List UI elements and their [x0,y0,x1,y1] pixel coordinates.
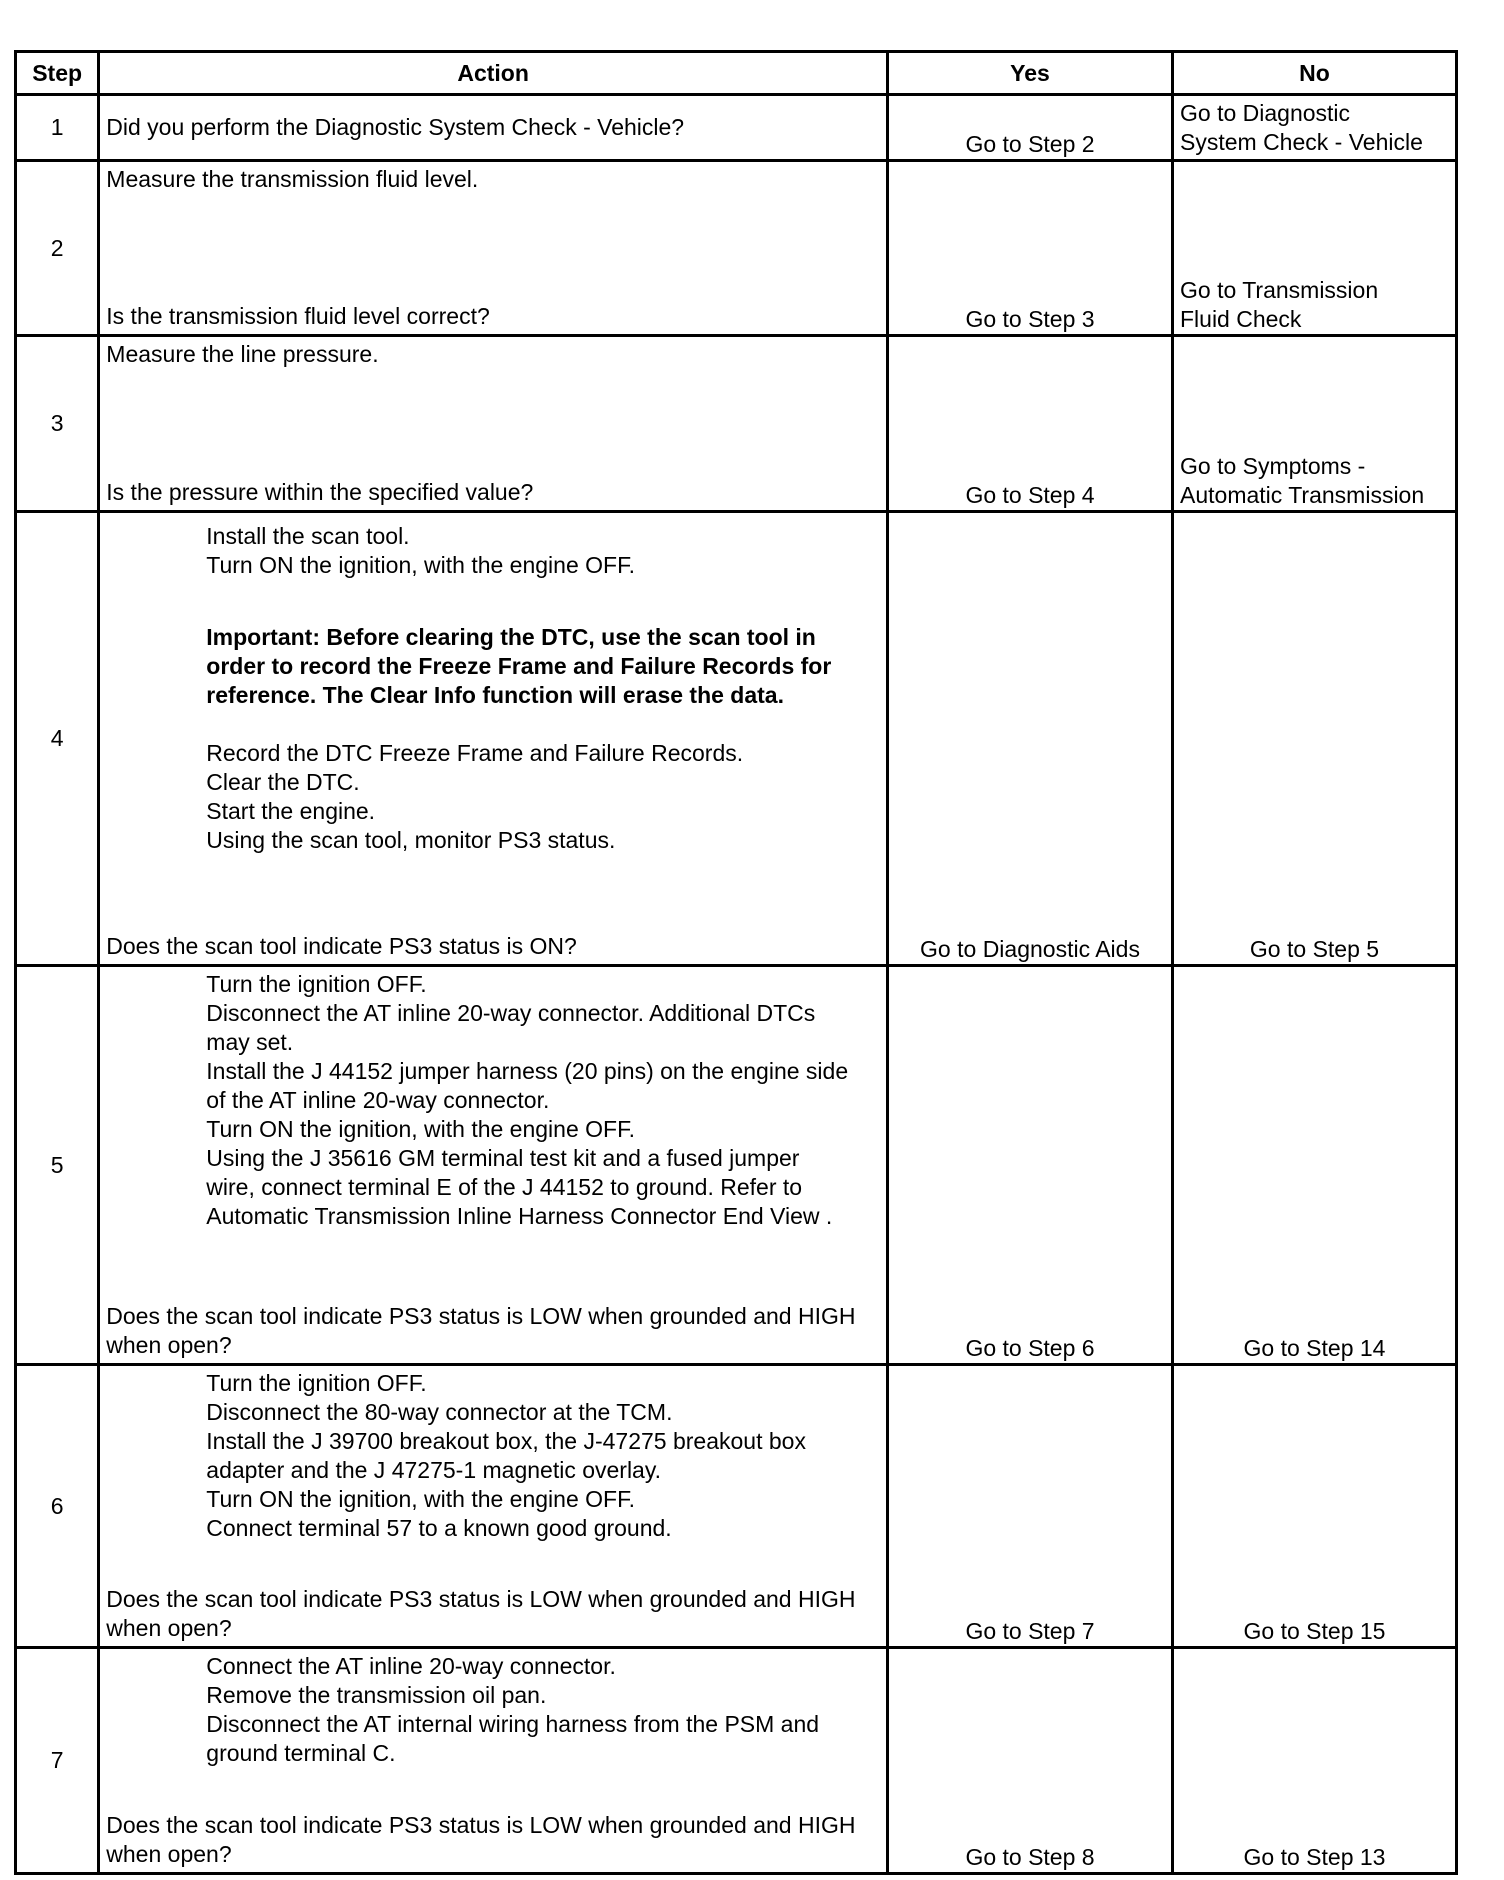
table-row [16,161,1457,336]
table-row [16,1365,1457,1648]
action-line: Remove the transmission oil pan. [206,1682,547,1708]
table-row [16,966,1457,1365]
action-line: Disconnect the AT internal wiring harness from the PSM and ground terminal C. [206,1711,820,1766]
step-number: 5 [16,966,99,1365]
action-line: Turn ON the ignition, with the engine OFF. [206,1116,635,1142]
no-cell: Go to Step 14 [1173,966,1457,1365]
important-note: Important: Before clearing the DTC, use the scan tool in order to record the Freeze Frame and Failure Records for reference. The Clear Info function will erase the data. [206,624,832,708]
step-number: 7 [16,1648,99,1874]
no-line: Go to Diagnostic [1180,99,1351,126]
action-cell [99,161,888,336]
step-number: 6 [16,1365,99,1648]
action-text: Did you perform the Diagnostic System Check - Vehicle? [106,114,685,140]
action-line: Install the J 44152 jumper harness (20 pins) on the engine side of the AT inline 20-way connector. [206,1058,849,1113]
diagnostic-steps-table [14,50,1458,1875]
no-line: Automatic Transmission [1180,482,1425,508]
question-text: Does the scan tool indicate PS3 status is ON? [106,933,577,959]
action-cell [99,1648,888,1874]
step-number: 1 [16,95,99,161]
step-number: 2 [16,161,99,336]
action-line: Turn the ignition OFF. [206,1370,427,1396]
no-cell [1173,336,1457,512]
action-line: Connect the AT inline 20-way connector. [206,1653,616,1679]
action-cell [99,336,888,512]
yes-cell: Go to Step 8 [888,1648,1173,1874]
action-line: Turn ON the ignition, with the engine OFF. [206,1486,635,1512]
table-row [16,336,1457,512]
question-text: Does the scan tool indicate PS3 status is LOW when grounded and HIGH when open? [106,1586,856,1641]
table-row [16,512,1457,966]
no-cell [1173,161,1457,336]
question-text: Is the transmission fluid level correct? [106,303,490,329]
action-line: Start the engine. [206,798,376,824]
header-step: Step [16,52,99,95]
yes-cell: Go to Step 7 [888,1365,1173,1648]
action-cell [99,95,888,161]
question-text: Is the pressure within the specified value? [106,479,534,505]
table-row [16,1648,1457,1874]
action-text: Measure the line pressure. [106,341,379,367]
action-cell [99,512,888,966]
action-cell [99,966,888,1365]
question-text: Does the scan tool indicate PS3 status is LOW when grounded and HIGH when open? [106,1812,856,1867]
table-header-row [16,52,1457,95]
header-action: Action [99,52,888,95]
no-cell [1173,95,1457,161]
action-text: Measure the transmission fluid level. [106,166,479,192]
action-line: Clear the DTC. [206,769,360,795]
no-line: Go to Symptoms - [1180,453,1366,479]
action-line: Record the DTC Freeze Frame and Failure Records. [206,740,744,766]
question-text: Does the scan tool indicate PS3 status is LOW when grounded and HIGH when open? [106,1303,856,1358]
action-line: Turn the ignition OFF. [206,971,427,997]
action-line: Turn ON the ignition, with the engine OFF. [206,552,635,578]
action-line: Using the scan tool, monitor PS3 status. [206,827,616,853]
no-line: System Check - Vehicle [1180,128,1423,155]
no-cell: Go to Step 5 [1173,512,1457,966]
step-number: 4 [16,512,99,966]
action-cell [99,1365,888,1648]
yes-cell: Go to Step 2 [888,95,1173,161]
action-line: Disconnect the 80-way connector at the TCM. [206,1399,673,1425]
header-yes: Yes [888,52,1173,95]
yes-cell: Go to Step 3 [888,161,1173,336]
table-row [16,95,1457,161]
step-number: 3 [16,336,99,512]
action-line: Connect terminal 57 to a known good ground. [206,1515,672,1541]
yes-cell: Go to Step 6 [888,966,1173,1365]
header-no: No [1173,52,1457,95]
yes-cell: Go to Step 4 [888,336,1173,512]
no-line: Fluid Check [1180,306,1302,332]
action-line: Using the J 35616 GM terminal test kit and a fused jumper wire, connect terminal E of the J 44152 to ground. Refer to Automatic Transmission Inline Harness Connector End View . [206,1145,833,1229]
no-cell: Go to Step 13 [1173,1648,1457,1874]
no-line: Go to Transmission [1180,277,1379,303]
no-cell: Go to Step 15 [1173,1365,1457,1648]
yes-cell: Go to Diagnostic Aids [888,512,1173,966]
action-line: Install the scan tool. [206,523,410,549]
action-line: Disconnect the AT inline 20-way connector. Additional DTCs may set. [206,1000,816,1055]
action-line: Install the J 39700 breakout box, the J-47275 breakout box adapter and the J 47275-1 magnetic overlay. [206,1428,806,1483]
